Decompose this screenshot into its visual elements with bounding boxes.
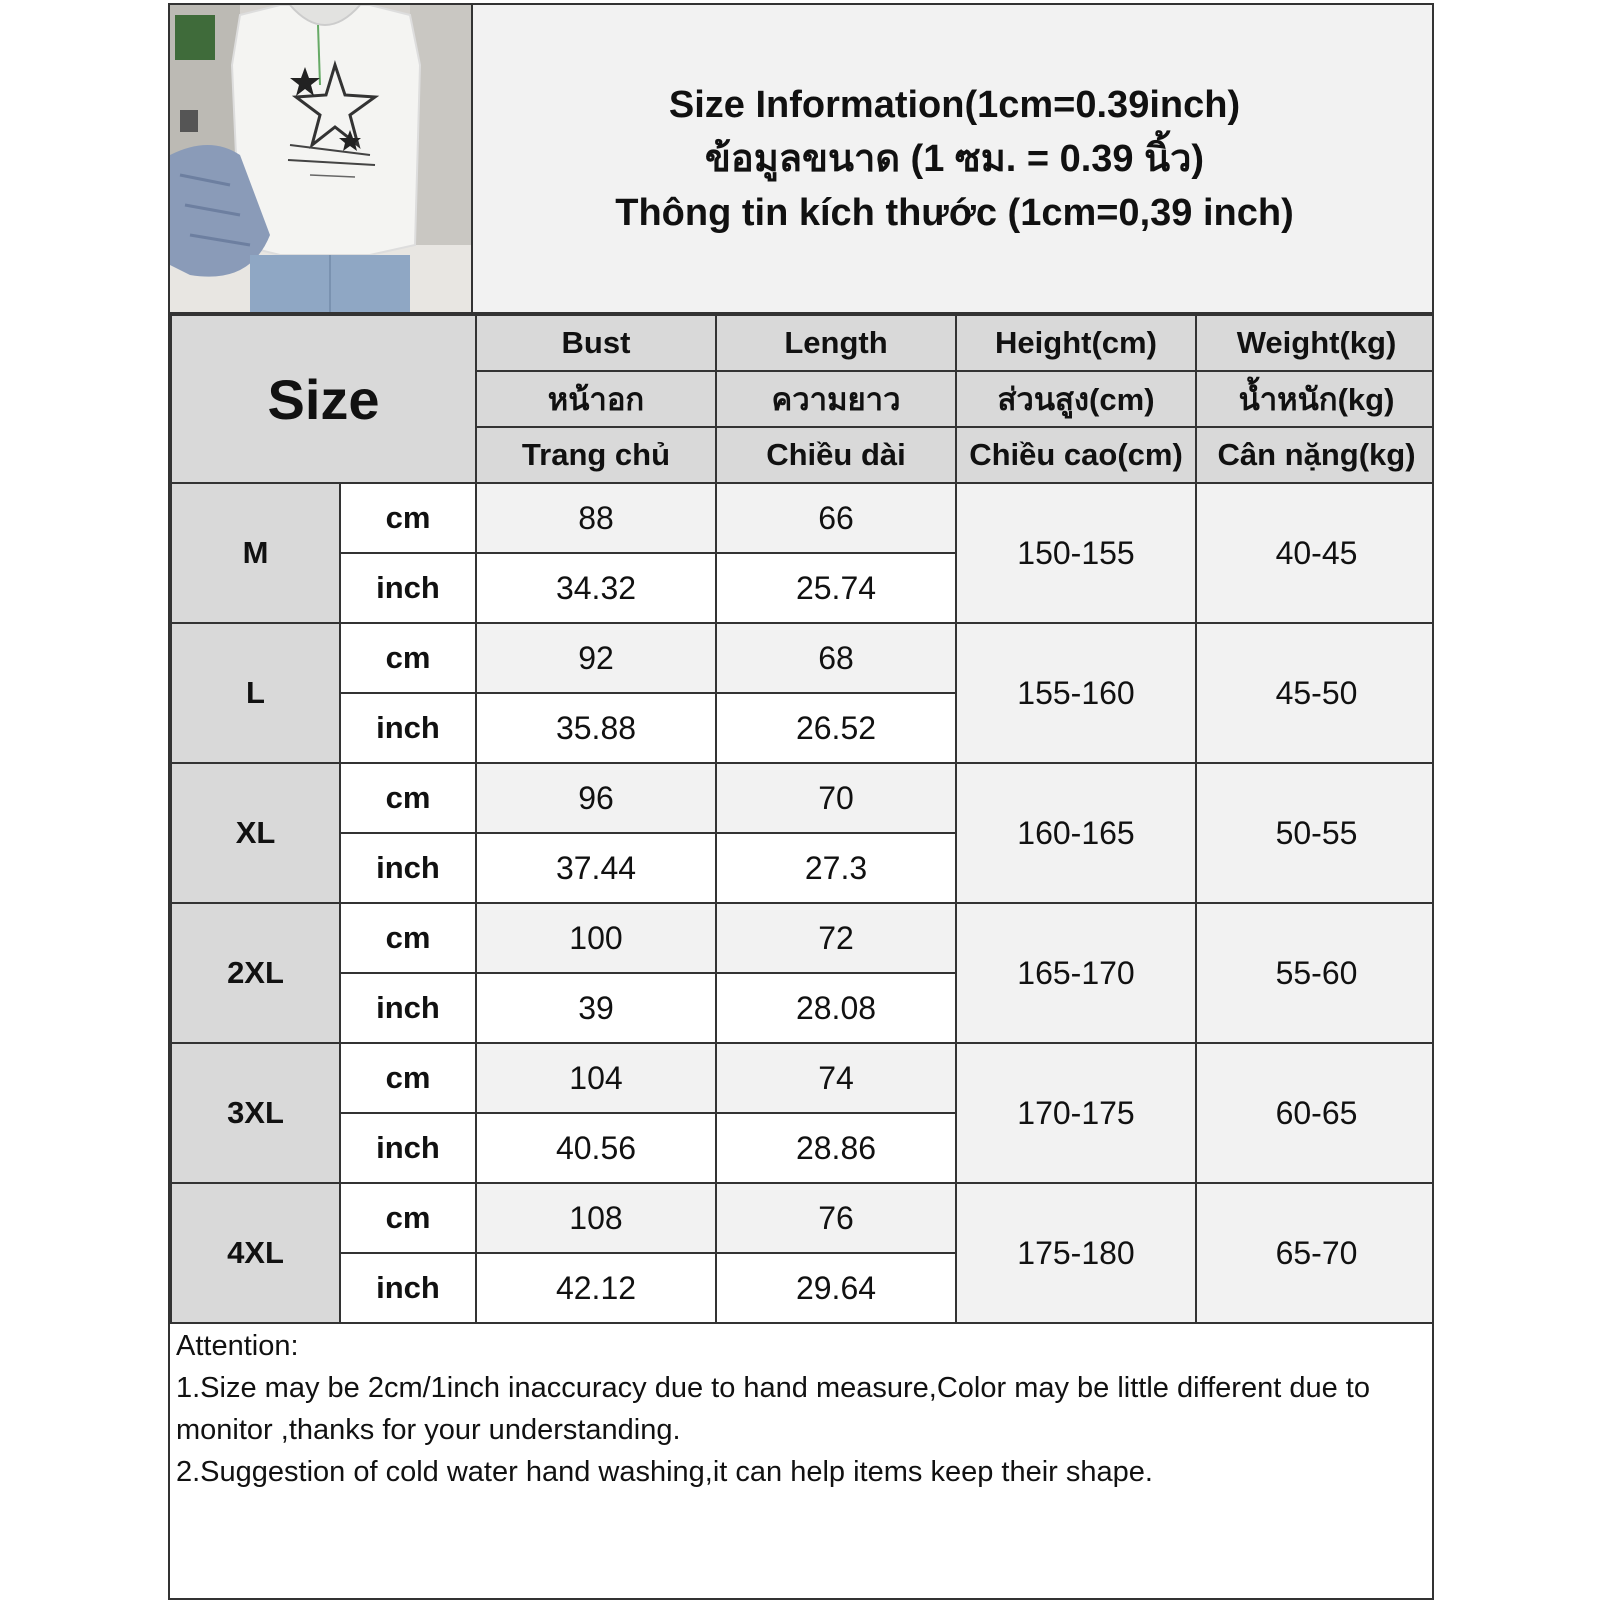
note-2: 2.Suggestion of cold water hand washing,it can help items keep their shape.: [176, 1456, 1153, 1488]
unit-inch: inch: [340, 693, 476, 763]
bust-cm: 88: [476, 483, 716, 553]
size-label: XL: [171, 763, 340, 903]
header-line-en: Size Information(1cm=0.39inch): [668, 83, 1241, 126]
length-cm: 70: [716, 763, 956, 833]
col-height-en: Height(cm): [956, 315, 1196, 371]
length-inch: 26.52: [716, 693, 956, 763]
header-line-vi: Thông tin kích thước (1cm=0,39 inch): [615, 191, 1294, 234]
size-header: Size: [171, 315, 476, 483]
product-photo-icon: [170, 5, 471, 312]
length-cm: 72: [716, 903, 956, 973]
note-1: 1.Size may be 2cm/1inch inaccuracy due to hand measure,Color may be little different due to monitor ,thanks for your understanding.: [176, 1372, 1370, 1446]
weight-range: 40-45: [1196, 483, 1434, 623]
attention-notes: [170, 1323, 1434, 1600]
weight-range: 45-50: [1196, 623, 1434, 763]
size-label: 4XL: [171, 1183, 340, 1323]
bust-inch: 34.32: [476, 553, 716, 623]
bust-inch: 40.56: [476, 1113, 716, 1183]
length-inch: 28.08: [716, 973, 956, 1043]
bust-cm: 92: [476, 623, 716, 693]
header-line-th: ข้อมูลขนาด (1 ซม. = 0.39 นิ้ว): [704, 137, 1205, 180]
size-label: M: [171, 483, 340, 623]
size-information-header: [473, 5, 1434, 314]
size-label: L: [171, 623, 340, 763]
bust-cm: 108: [476, 1183, 716, 1253]
size-label: 2XL: [171, 903, 340, 1043]
size-table: [170, 314, 1434, 1324]
unit-inch: inch: [340, 1253, 476, 1323]
table-row: [171, 1183, 1434, 1253]
height-range: 175-180: [956, 1183, 1196, 1323]
length-cm: 76: [716, 1183, 956, 1253]
height-range: 170-175: [956, 1043, 1196, 1183]
bust-cm: 100: [476, 903, 716, 973]
col-bust-vi: Trang chủ: [476, 427, 716, 483]
col-weight-th: น้ำหนัก(kg): [1196, 371, 1434, 427]
length-inch: 27.3: [716, 833, 956, 903]
table-row: [171, 903, 1434, 973]
notes-title: Attention:: [176, 1330, 299, 1362]
unit-inch: inch: [340, 973, 476, 1043]
bust-inch: 42.12: [476, 1253, 716, 1323]
bust-inch: 39: [476, 973, 716, 1043]
length-cm: 66: [716, 483, 956, 553]
bust-cm: 96: [476, 763, 716, 833]
col-height-vi: Chiều cao(cm): [956, 427, 1196, 483]
table-row: [171, 763, 1434, 833]
weight-range: 55-60: [1196, 903, 1434, 1043]
size-label: 3XL: [171, 1043, 340, 1183]
col-length-th: ความยาว: [716, 371, 956, 427]
weight-range: 65-70: [1196, 1183, 1434, 1323]
unit-cm: cm: [340, 903, 476, 973]
height-range: 155-160: [956, 623, 1196, 763]
unit-inch: inch: [340, 553, 476, 623]
length-cm: 74: [716, 1043, 956, 1113]
col-bust-th: หน้าอก: [476, 371, 716, 427]
col-length-en: Length: [716, 315, 956, 371]
table-row: [171, 483, 1434, 553]
col-length-vi: Chiều dài: [716, 427, 956, 483]
height-range: 160-165: [956, 763, 1196, 903]
length-inch: 25.74: [716, 553, 956, 623]
unit-inch: inch: [340, 1113, 476, 1183]
unit-cm: cm: [340, 1183, 476, 1253]
unit-inch: inch: [340, 833, 476, 903]
weight-range: 60-65: [1196, 1043, 1434, 1183]
length-inch: 28.86: [716, 1113, 956, 1183]
height-range: 165-170: [956, 903, 1196, 1043]
table-row: [171, 623, 1434, 693]
weight-range: 50-55: [1196, 763, 1434, 903]
unit-cm: cm: [340, 763, 476, 833]
col-bust-en: Bust: [476, 315, 716, 371]
unit-cm: cm: [340, 483, 476, 553]
unit-cm: cm: [340, 623, 476, 693]
table-row: [171, 1043, 1434, 1113]
col-height-th: ส่วนสูง(cm): [956, 371, 1196, 427]
bust-inch: 37.44: [476, 833, 716, 903]
unit-cm: cm: [340, 1043, 476, 1113]
length-inch: 29.64: [716, 1253, 956, 1323]
product-photo: [170, 5, 473, 314]
col-weight-en: Weight(kg): [1196, 315, 1434, 371]
col-weight-vi: Cân nặng(kg): [1196, 427, 1434, 483]
bust-inch: 35.88: [476, 693, 716, 763]
length-cm: 68: [716, 623, 956, 693]
size-chart-sheet: [168, 3, 1434, 1600]
height-range: 150-155: [956, 483, 1196, 623]
bust-cm: 104: [476, 1043, 716, 1113]
